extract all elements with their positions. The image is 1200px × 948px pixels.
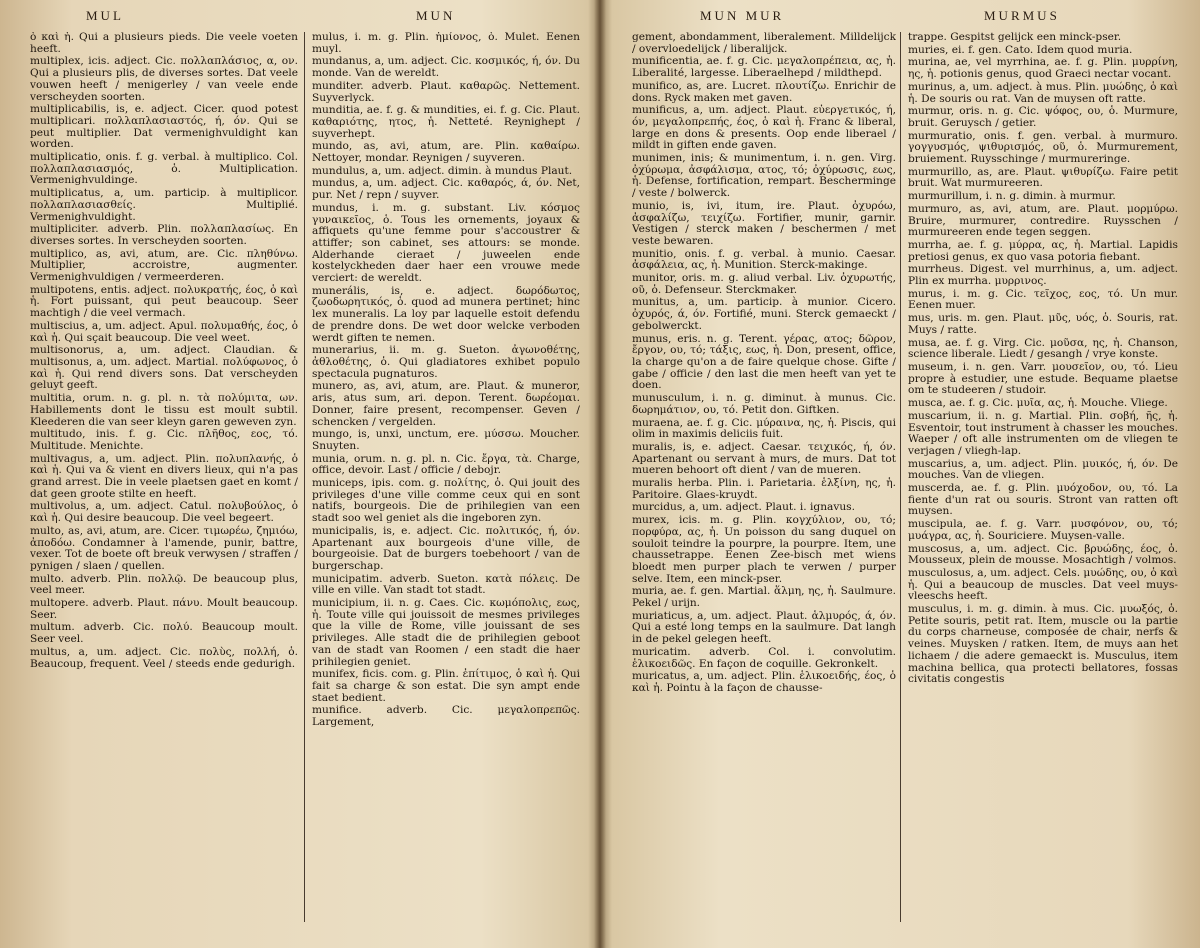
dictionary-entry: ὁ καὶ ἡ. Qui a plusieurs pieds. Die veele voeten heeft. bbox=[30, 32, 298, 55]
left-page-headers bbox=[8, 6, 588, 32]
dictionary-entry: munitus, a, um. particip. à munior. Cicero. ὀχυρός, ά, όν. Fortifié, muni. Sterck gemaeckt / gebolwerckt. bbox=[632, 296, 896, 332]
dictionary-entry: munia, orum. n. g. pl. n. Cic. ἔργα, τὰ. Charge, office, devoir. Last / officie / debojr. bbox=[312, 452, 580, 477]
dictionary-entry: trappe. Gespitst gelijck een minck-pser. bbox=[908, 32, 1122, 43]
running-head-left-col1: MUL bbox=[86, 8, 124, 23]
dictionary-entry: muries, ei. f. gen. Cato. Idem quod muria. bbox=[908, 43, 1133, 56]
dictionary-entry: munifex, ficis. com. g. Plin. ἐπίτιμος, ὁ καὶ ἡ. Qui fait sa charge & son estat. Die syn ampt ende staet bedient. bbox=[312, 668, 580, 704]
dictionary-entry: munificentia, ae. f. g. Cic. μεγαλοπρέπεια, ας, ἡ. Liberalité, largesse. Liberaelhepd / mildthepd. bbox=[632, 55, 896, 80]
dictionary-entry: munerarius, ii. m. g. Sueton. ἀγωνοθέτης, ἀθλοθέτης, ὁ. Qui gladiatores exhibet populo spectacula pugnaturos. bbox=[312, 344, 580, 380]
column-rule-right bbox=[900, 32, 901, 922]
dictionary-entry: musculus, i. m. g. dimin. à mus. Cic. μυωξός, ὁ. Petite souris, petit rat. Item, muscle ou la partie du corps charneuse, composée de chair, nerfs & veines. Muysken / ratken. Item, de muys aan het lichaem / die adere gemaeckt is. Musculus, item machina bellica, qua protecti bellatores, fossas civitatis congestis bbox=[908, 603, 1178, 686]
dictionary-entry: multiplicatus, a, um. particip. à multiplicor. πολλαπλασιασθείς. Multiplié. Vermenighvuldight. bbox=[30, 187, 298, 223]
dictionary-entry: multopere. adverb. Plaut. πάνυ. Moult beaucoup. Seer. bbox=[30, 597, 298, 621]
dictionary-entry: multipotens, entis. adject. πολυκρατής, έος, ὁ καὶ ἡ. Fort puissant, qui peut beaucoup. Seer machtigh / die veel vermach. bbox=[30, 283, 298, 320]
dictionary-entry: muscipula, ae. f. g. Varr. μυσφόνον, ου, τό; μυάγρα, ας, ἡ. Souriciere. Muysen-valle. bbox=[908, 518, 1178, 542]
dictionary-entry: munitio, onis. f. g. verbal. à munio. Caesar. ἀσφάλεια, ας, ἡ. Munition. Sterck-makinge. bbox=[632, 247, 896, 272]
dictionary-entry: multitia, orum. n. g. pl. n. τὰ πολύμιτα, ων. Habillements dont le tissu est moult subtil. Kleederen die van seer kleyn garen geweven zyn. bbox=[30, 392, 298, 428]
dictionary-entry: muscerda, ae. f. g. Plin. μυόχοδον, ου, τό. La fiente d'un rat ou souris. Stront van ratten oft muysen. bbox=[908, 482, 1178, 518]
dictionary-entry: muriaticus, a, um. adject. Plaut. ἁλμυρός, ά, όν. Qui a esté long temps en la saulmure. Dat langh in de pekel gelegen heeft. bbox=[632, 609, 896, 646]
dictionary-entry: murmur, oris. n. g. Cic. ψόφος, ου, ὁ. Murmure, bruit. Geruysch / getier. bbox=[908, 105, 1178, 129]
dictionary-entry: gement, abondamment, liberalement. Milldelijck / overvloedelijck / liberalijck. bbox=[632, 32, 896, 55]
dictionary-entry: munio, is, ivi, itum, ire. Plaut. ὀχυρόω, ἀσφαλίζω, τειχίζω. Fortifier, munir, garnir. Vestigen / sterck maken / beschermen / met veste bewaren. bbox=[632, 199, 896, 247]
running-head-right-col1: MUN MUR bbox=[700, 8, 785, 23]
dictionary-entry: multiplicabilis, is, e. adject. Cicer. quod potest multiplicari. πολλαπλασιαστός, ή, όν. Qui se peut multiplier. Dat vermenighvuldight kan worden. bbox=[30, 103, 298, 151]
dictionary-entry: munitor, oris. m. g. aliud verbal. Liv. ὀχυρωτής, οῦ, ὁ. Defenseur. Sterckmaker. bbox=[632, 272, 896, 296]
dictionary-entry: muricatus, a, um. adject. Plin. ἑλικοειδής, έος, ὁ καὶ ἡ. Pointu à la façon de chausse- bbox=[632, 670, 896, 694]
dictionary-entry: mundanus, a, um. adject. Cic. κοσμικός, ή, όν. Du monde. Van de wereldt. bbox=[312, 55, 580, 80]
dictionary-entry: mundus, i. m. g. substant. Liv. κόσμος γυναικεῖος, ὁ. Tous les ornements, joyaux & affiquets qu'une femme pour s'accoustrer & attiffer; son cabinet, ses attours: se monde. Alderhande cieraet / juweelen ende kostelyckheden daer haer een vrouwe mede verciert: de wereldt. bbox=[312, 201, 580, 285]
dictionary-entry: munditer. adverb. Plaut. καθαρῶς. Nettement. Suyverlyck. bbox=[312, 79, 580, 104]
dictionary-entry: muscosus, a, um. adject. Cic. βρυώδης, έος, ὁ. Mousseux, plein de mousse. Mosachtigh / volmos. bbox=[908, 542, 1178, 567]
dictionary-entry: muraena, ae. f. g. Cic. μύραινα, ης, ἡ. Piscis, qui olim in maximis deliciis fuit. bbox=[632, 416, 896, 441]
left-page bbox=[8, 6, 588, 942]
dictionary-column-4 bbox=[908, 32, 1178, 938]
dictionary-column-3 bbox=[632, 32, 896, 938]
dictionary-entry: mundulus, a, um. adject. dimin. à mundus Plaut. bbox=[312, 164, 573, 177]
dictionary-entry: municipatim. adverb. Sueton. κατὰ πόλεις. De ville en ville. Van stadt tot stadt. bbox=[312, 572, 580, 597]
dictionary-entry: multiplico, as, avi, atum, are. Cic. πληθύνω. Multiplier, accroistre, augmenter. Vermenighvuldigen / vermeerderen. bbox=[30, 247, 298, 284]
dictionary-column-2 bbox=[312, 32, 580, 938]
dictionary-entry: mus, uris. m. gen. Plaut. μῦς, υός, ὁ. Souris, rat. Muys / ratte. bbox=[908, 312, 1178, 336]
dictionary-entry: munificus, a, um. adject. Plaut. εὐεργετικός, ή, όν, μεγαλοπρεπής, έος, ὁ καὶ ἡ. Franc & liberal, large en dons & presents. Oop ende liberael / mildt in giften ende gaven. bbox=[632, 104, 896, 152]
dictionary-entry: mundus, a, um. adject. Cic. καθαρός, ά, όν. Net, pur. Net / repn / suyver. bbox=[312, 177, 580, 202]
dictionary-entry: muralis herba. Plin. i. Parietaria. ἑλξίνη, ης, ἡ. Paritoire. Glaes-kruydt. bbox=[632, 477, 896, 501]
dictionary-entry: multipliciter. adverb. Plin. πολλαπλασίως. En diverses sortes. In verscheyden soorten. bbox=[30, 223, 298, 247]
dictionary-entry: murrha, ae. f. g. μύρρα, ας, ἡ. Martial. Lapidis pretiosi genus, ex quo vasa potoria fiebant. bbox=[908, 238, 1178, 263]
dictionary-entry: multiplex, icis. adject. Cic. πολλαπλάσιος, α, ον. Qui a plusieurs plis, de diverses sortes. Dat veele vouwen heeft / menigerley / van veele ende verscheyden soorten. bbox=[30, 55, 298, 103]
dictionary-entry: multo, as, avi, atum, are. Cicer. τιμωρέω, ζημιόω, ἀποδόω. Condamner à l'amende, punir, battre, vexer. Tot de boete oft breuk verwysen / straffen / pynigen / slaen / quellen. bbox=[30, 524, 298, 572]
dictionary-entry: murinus, a, um. adject. à mus. Plin. μυώδης, ὁ καὶ ἡ. De souris ou rat. Van de muysen oft ratte. bbox=[908, 80, 1178, 105]
dictionary-entry: munerális, is, e. adject. δωρόδωτος, ζωοδωρητικός, ὁ. quod ad munera pertinet; hinc lex muneralis. La loy par laquelle estoit defendu de prendre dons. De wet door welcke verboden werdt giften te nemen. bbox=[312, 284, 580, 344]
dictionary-entry: municipalis, is, e. adject. Cic. πολιτικός, ή, όν. Apartenant aux bourgeois d'une ville, de bourgeoisie. Dat de burgers toebehoort / van de burgerschap. bbox=[312, 524, 580, 572]
column-rule-left bbox=[304, 32, 305, 922]
dictionary-entry: muralis, is, e. adject. Caesar. τειχικός, ή, όν. Apartenant ou servant à murs, de murs. Dat tot mueren behoort oft dient / van de mueren. bbox=[632, 440, 896, 477]
dictionary-entry: musca, ae. f. g. Cic. μυῖα, ας, ἡ. Mouche. Vliege. bbox=[908, 397, 1168, 410]
dictionary-entry: munus, eris. n. g. Terent. γέρας, ατος; δῶρον, ἔργον, ου, τό; τάξις, εως, ἡ. Don, present, office, la charge qu'on a de faire quelque chose. Gifte / gabe / officie / den last die men heeft van yet te doen. bbox=[632, 332, 896, 392]
dictionary-entry: murmurillo, as, are. Plaut. ψιθυρίζω. Faire petit bruit. Wat murmureeren. bbox=[908, 165, 1178, 190]
dictionary-entry: mulus, i. m. g. Plin. ἡμίονος, ὁ. Mulet. Eenen muyl. bbox=[312, 32, 580, 55]
dictionary-entry: murmuro, as, avi, atum, are. Plaut. μορμύρω. Bruire, murmurer, contredire. Ruysschen / murmureeren ende tegen seggen. bbox=[908, 202, 1178, 239]
running-head-left-col2: MUN bbox=[416, 8, 456, 23]
dictionary-entry: murus, i. m. g. Cic. τεῖχος, εος, τό. Un mur. Eenen muer. bbox=[908, 287, 1178, 312]
dictionary-entry: munifico, as, are. Lucret. πλουτίζω. Enrichir de dons. Ryck maken met gaven. bbox=[632, 79, 896, 104]
dictionary-entry: musculosus, a, um. adject. Cels. μυώδης, ου, ὁ καὶ ἡ. Qui a beaucoup de muscles. Dat veel muys-vleeschs heeft. bbox=[908, 566, 1178, 603]
dictionary-entry: munero, as, avi, atum, are. Plaut. & muneror, aris, atus sum, ari. depon. Terent. δωρέομαι. Donner, faire present, recompenser. Geven / schencken / vergelden. bbox=[312, 380, 580, 428]
book-gutter bbox=[594, 0, 606, 948]
dictionary-entry: munimen, inis; & munimentum, i. n. gen. Virg. ὀχύρωμα, ἀσφάλισμα, ατος, τό; ὀχύρωσις, εως, ἡ. Defense, fortification, rempart. Bescherminge / veste / bolwerck. bbox=[632, 152, 896, 200]
right-page-headers bbox=[612, 6, 1194, 32]
dictionary-entry: muscarium, ii. n. g. Martial. Plin. σοβή, ῆς, ἡ. Esventoir, tout instrument à chasser les mouches. Waeper / oft alle instrumenten om de vliegen te verjagen / vliegh-lap. bbox=[908, 409, 1178, 457]
dictionary-column-1 bbox=[30, 32, 298, 938]
dictionary-entry: museum, i. n. gen. Varr. μουσεῖον, ου, τό. Lieu propre à estudier, une estude. Bequame plaetse om te studeeren / studoir. bbox=[908, 360, 1178, 397]
dictionary-entry: munditia, ae. f. g. & mundities, ei. f. g. Cic. Plaut. καθαριότης, ητος, ἡ. Netteté. Reynighept / suyverhept. bbox=[312, 104, 580, 140]
dictionary-entry: murmuratio, onis. f. gen. verbal. à murmuro. γογγυσμός, ψιθυρισμός, οῦ, ὁ. Murmurement, bruiement. Ruysschinge / murmureringe. bbox=[908, 129, 1178, 166]
dictionary-entry: multiscius, a, um. adject. Apul. πολυμαθής, έος, ὁ καὶ ἡ. Qui sçait beaucoup. Die veel weet. bbox=[30, 319, 298, 344]
dictionary-entry: multisonorus, a, um. adject. Claudian. & multisonus, a, um. adject. Martial. πολύφωνος, ὁ καὶ ἡ. Qui rend divers sons. Dat verscheyden geluyt geeft. bbox=[30, 344, 298, 392]
running-head-right-col2: MURMUS bbox=[984, 8, 1060, 23]
dictionary-entry: multiplicatio, onis. f. g. verbal. à multiplico. Col. πολλαπλασιασμός, ὁ. Multiplication. Vermenighvuldinge. bbox=[30, 151, 298, 187]
dictionary-entry: municeps, ipis. com. g. πολίτης, ὁ. Qui jouit des privileges d'une ville comme ceux qui en sont natifs, bourgeois. Die de prihilegien van een stadt soo wel geniet als die ingeboren zyn. bbox=[312, 477, 580, 525]
dictionary-entry: muricatim. adverb. Col. i. convolutim. ἑλικοειδῶς. En façon de coquille. Gekronkelt. bbox=[632, 645, 896, 670]
dictionary-entry: murrheus. Digest. vel murrhinus, a, um. adject. Plin ex murrha. μυρρινος. bbox=[908, 263, 1178, 288]
dictionary-entry: multum. adverb. Cic. πολύ. Beaucoup moult. Seer veel. bbox=[30, 621, 298, 646]
dictionary-entry: murcidus, a, um. adject. Plaut. i. ignavus. bbox=[632, 501, 855, 514]
dictionary-entry: multivagus, a, um. adject. Plin. πολυπλανής, ὁ καὶ ἡ. Qui va & vient en divers lieux, qui n'a pas grand arrest. Die in veele plaetsen gaet en komt / dat geen groote stilte en heeft. bbox=[30, 452, 298, 500]
dictionary-entry: mundo, as, avi, atum, are. Plin. καθαίρω. Nettoyer, mondar. Reynigen / suyveren. bbox=[312, 140, 580, 165]
dictionary-entry: musa, ae. f. g. Virg. Cic. μοῦσα, ης, ἡ. Chanson, science liberale. Liedt / gesangh / vrye konste. bbox=[908, 336, 1178, 361]
dictionary-entry: murex, icis. m. g. Plin. κογχύλιον, ου, τό; πορφύρα, ας, ἡ. Un poisson du sang duquel on souloit teindre la pourpre, la pourpre. Item, une chaussetrappe. Eenen Zee-bisch met wiens bloedt men purper plach te verwen / purper selve. Item, een minck-pser. bbox=[632, 514, 896, 585]
dictionary-entry: muscarius, a, um. adject. Plin. μυικός, ή, όν. De mouches. Van de vliegen. bbox=[908, 457, 1178, 482]
right-page bbox=[612, 6, 1194, 942]
dictionary-entry: murmurillum, i. n. g. dimin. à murmur. bbox=[908, 190, 1116, 203]
dictionary-entry: munifice. adverb. Cic. μεγαλοπρεπῶς. Largement, bbox=[312, 704, 580, 729]
dictionary-entry: multus, a, um. adject. Cic. πολὺς, πολλή, ὁ. Beaucoup, frequent. Veel / steeds ende gedurigh. bbox=[30, 645, 298, 670]
dictionary-entry: municipium, ii. n. g. Caes. Cic. κωμόπολις, εως, ἡ. Toute ville qui jouissoit de mesmes privileges que la ville de Rome, ville jouissant de ses privileges. Alle stadt die de prihilegien geboot van de stadt van Roomen / een stadt die haer prihilegien geniet. bbox=[312, 597, 580, 668]
dictionary-entry: murina, ae, vel myrrhina, ae. f. g. Plin. μυρρίνη, ης, ἡ. potionis genus, quod Graeci nectar vocant. bbox=[908, 56, 1178, 81]
dictionary-entry: multo. adverb. Plin. πολλῷ. De beaucoup plus, veel meer. bbox=[30, 572, 298, 597]
dictionary-entry: mungo, is, unxi, unctum, ere. μύσσω. Moucher. Snuyten. bbox=[312, 428, 580, 452]
dictionary-entry: multitudo, inis. f. g. Cic. πλῆθος, εος, τό. Multitude. Menichte. bbox=[30, 428, 298, 452]
dictionary-entry: munusculum, i. n. g. diminut. à munus. Cic. δωρημάτιον, ου, τό. Petit don. Giftken. bbox=[632, 392, 896, 416]
dictionary-entry: muria, ae. f. gen. Martial. ἅλμη, ης, ἡ. Saulmure. Pekel / urijn. bbox=[632, 585, 896, 610]
dictionary-entry: multivolus, a, um. adject. Catul. πολυβούλος, ὁ καὶ ἡ. Qui desire beaucoup. Die veel begeert. bbox=[30, 500, 298, 525]
